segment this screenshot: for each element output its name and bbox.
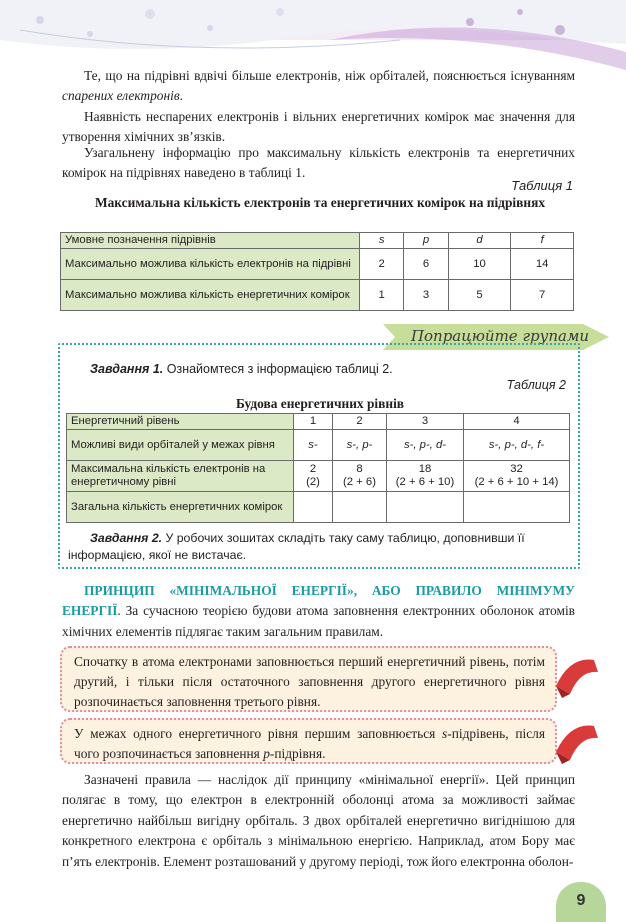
table-cell: Енергетичний рівень bbox=[67, 414, 294, 430]
table1-caption: Таблиця 1 bbox=[511, 178, 573, 193]
summary-paragraph: Узагальнену інформацію про максимальну кількість електронів та енергетичних комірок на підрівнях наведено в таблиці 1. bbox=[62, 145, 575, 181]
table-cell: s bbox=[360, 233, 404, 249]
table-cell: 14 bbox=[511, 249, 574, 280]
table1-title: Максимальна кількість електронів та енергетичних комірок на підрівнях bbox=[94, 195, 546, 210]
table-cell: Можливі види орбіталей у межах рівня bbox=[67, 430, 294, 461]
minimum-energy-paragraph: Зазначені правила — наслідок дії принципу «мінімальної енергії». Цей принцип полягає в тому, що електрон в електронній оболонці атома за можливості займає енергетично найбільш вигідну орбіталь. З двох орбіталей енергетично вигіднішою для конкретного електрона є орбіталь з мінімальною енергією. Наприклад, атом Бору має п’ять електронів. Елемент розташований у другому періоді, тож його електронна оболон- bbox=[62, 772, 575, 869]
table-cell: 2 bbox=[360, 249, 404, 280]
table1 bbox=[60, 232, 574, 311]
table-cell: 4 bbox=[464, 414, 570, 430]
table-cell: s-, p-, d-, f- bbox=[464, 430, 570, 461]
table-cell-empty bbox=[333, 492, 387, 523]
term-paired-electrons: спарених електронів bbox=[62, 88, 180, 104]
table-cell: Максимально можлива кількість електронів на підрівні bbox=[61, 249, 360, 280]
table-cell: 5 bbox=[448, 280, 511, 311]
table-cell: 32 (2 + 6 + 10 + 14) bbox=[464, 461, 570, 492]
table-cell: s- bbox=[294, 430, 333, 461]
table-cell: f bbox=[511, 233, 574, 249]
table-row bbox=[67, 414, 570, 430]
table-cell-empty bbox=[464, 492, 570, 523]
table-cell: s-, p-, d- bbox=[387, 430, 464, 461]
intro-paragraph: Те, що на підрівні вдвічі більше електронів, ніж орбіталей, пояснюється існуванням спарених електронів. bbox=[62, 68, 575, 104]
page-number: 9 bbox=[576, 892, 586, 909]
table-cell: 18 (2 + 6 + 10) bbox=[387, 461, 464, 492]
table-cell: 3 bbox=[404, 280, 448, 311]
unpaired-electrons-paragraph: Наявність неспарених електронів і вільних енергетичних комірок має значення для утворення хімічних зв’язків. bbox=[62, 109, 575, 145]
task1-text: Завдання 1. Ознайомтеся з інформацією таблиці 2. bbox=[90, 362, 393, 376]
table-row bbox=[61, 249, 574, 280]
table-cell: 6 bbox=[404, 249, 448, 280]
table-cell: d bbox=[448, 233, 511, 249]
ribbon-icon bbox=[550, 652, 600, 700]
table2-title: Будова енергетичних рівнів bbox=[235, 396, 405, 411]
task2-text: Завдання 2. У робочих зошитах складіть таку саму таблицю, доповнивши її інформацією, якої не вистачає. bbox=[68, 531, 525, 562]
table-cell: 7 bbox=[511, 280, 574, 311]
banner-text: Попрацюйте групами bbox=[410, 327, 590, 345]
rule2-box: У межах одного енергетичного рівня першим заповнюється s-підрівень, після чого розпочинається заповнення p-підрівня. bbox=[60, 718, 557, 764]
table-cell: Максимальна кількість електронів на енергетичному рівні bbox=[67, 461, 294, 492]
principle-heading: ПРИНЦИП «МІНІМАЛЬНОЇ ЕНЕРГІЇ», АБО ПРАВИЛО МІНІМУМУ ЕНЕРГІЇ bbox=[62, 583, 575, 619]
table-row bbox=[61, 280, 574, 311]
table-cell: p bbox=[404, 233, 448, 249]
ribbon-icon bbox=[550, 718, 600, 766]
table-cell-empty bbox=[294, 492, 333, 523]
table-row bbox=[67, 492, 570, 523]
table-cell: 8 (2 + 6) bbox=[333, 461, 387, 492]
principle-paragraph: ПРИНЦИП «МІНІМАЛЬНОЇ ЕНЕРГІЇ», АБО ПРАВИЛО МІНІМУМУ ЕНЕРГІЇ. За сучасною теорією будови атома заповнення електронних оболонок атомів хімічних елементів підлягає таким загальним правилам. bbox=[62, 583, 575, 639]
table-cell-empty bbox=[387, 492, 464, 523]
page-number-badge bbox=[556, 882, 606, 922]
table-cell: 1 bbox=[294, 414, 333, 430]
table-cell: Максимально можлива кількість енергетичних комірок bbox=[61, 280, 360, 311]
table2 bbox=[66, 413, 570, 523]
table-cell: s-, p- bbox=[333, 430, 387, 461]
table-cell: 2 (2) bbox=[294, 461, 333, 492]
table-row bbox=[67, 461, 570, 492]
table-cell: 1 bbox=[360, 280, 404, 311]
table2-caption: Таблиця 2 bbox=[506, 378, 566, 392]
table-cell: 3 bbox=[387, 414, 464, 430]
table-cell: 10 bbox=[448, 249, 511, 280]
table-cell: Загальна кількість енергетичних комірок bbox=[67, 492, 294, 523]
rule1-box: Спочатку в атома електронами заповнюється перший енергетичний рівень, потім другий, і тільки після остаточного заповнення другого енергетичного рівня розпочинається заповнення третього рівня. bbox=[60, 646, 557, 712]
table-cell: Умовне позначення підрівнів bbox=[61, 233, 360, 249]
table-cell: 2 bbox=[333, 414, 387, 430]
table-row bbox=[61, 233, 574, 249]
table-row bbox=[67, 430, 570, 461]
